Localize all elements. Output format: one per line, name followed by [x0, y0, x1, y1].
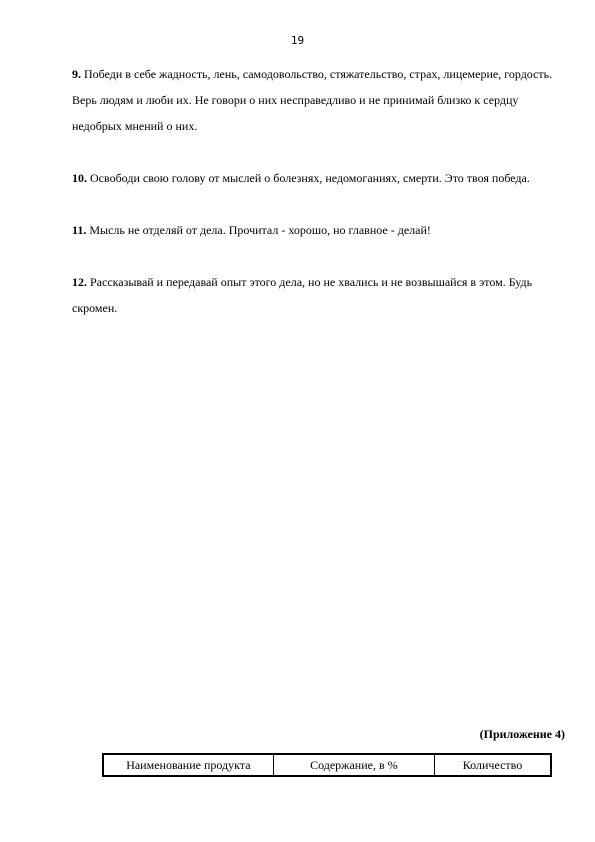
- column-header-content-percent: Содержание, в %: [273, 754, 434, 776]
- rule-text: Мысль не отделяй от дела. Прочитал - хорошо, но главное - делай!: [89, 223, 431, 237]
- column-header-quantity: Количество: [435, 754, 552, 776]
- products-table: [102, 753, 552, 777]
- rule-text: Победи в себе жадность, лень, самодовольство, стяжательство, страх, лицемерие, гордость. Верь людям и люби их. Не говори о них несправедливо и не принимай близко к сердцу недобрых мнений о них.: [72, 67, 553, 133]
- rule-item: [72, 61, 562, 139]
- column-header-product-name: Наименование продукта: [103, 754, 273, 776]
- rule-number: 10.: [72, 171, 87, 185]
- page-number: 19: [290, 34, 305, 47]
- rule-item: [72, 165, 562, 191]
- rule-item: [72, 217, 562, 243]
- rule-text: Рассказывай и передавай опыт этого дела, но не хвались и не возвышайся в этом. Будь скромен.: [72, 275, 533, 315]
- rule-number: 12.: [72, 275, 87, 289]
- rule-number: 9.: [72, 67, 81, 81]
- rule-item: [72, 269, 562, 321]
- table-header-row: [103, 754, 551, 776]
- rule-text: Освободи свою голову от мыслей о болезнях, недомоганиях, смерти. Это твоя победа.: [90, 171, 530, 185]
- appendix-label: (Приложение 4): [479, 727, 565, 741]
- rules-list: [72, 61, 562, 347]
- rule-number: 11.: [72, 223, 87, 237]
